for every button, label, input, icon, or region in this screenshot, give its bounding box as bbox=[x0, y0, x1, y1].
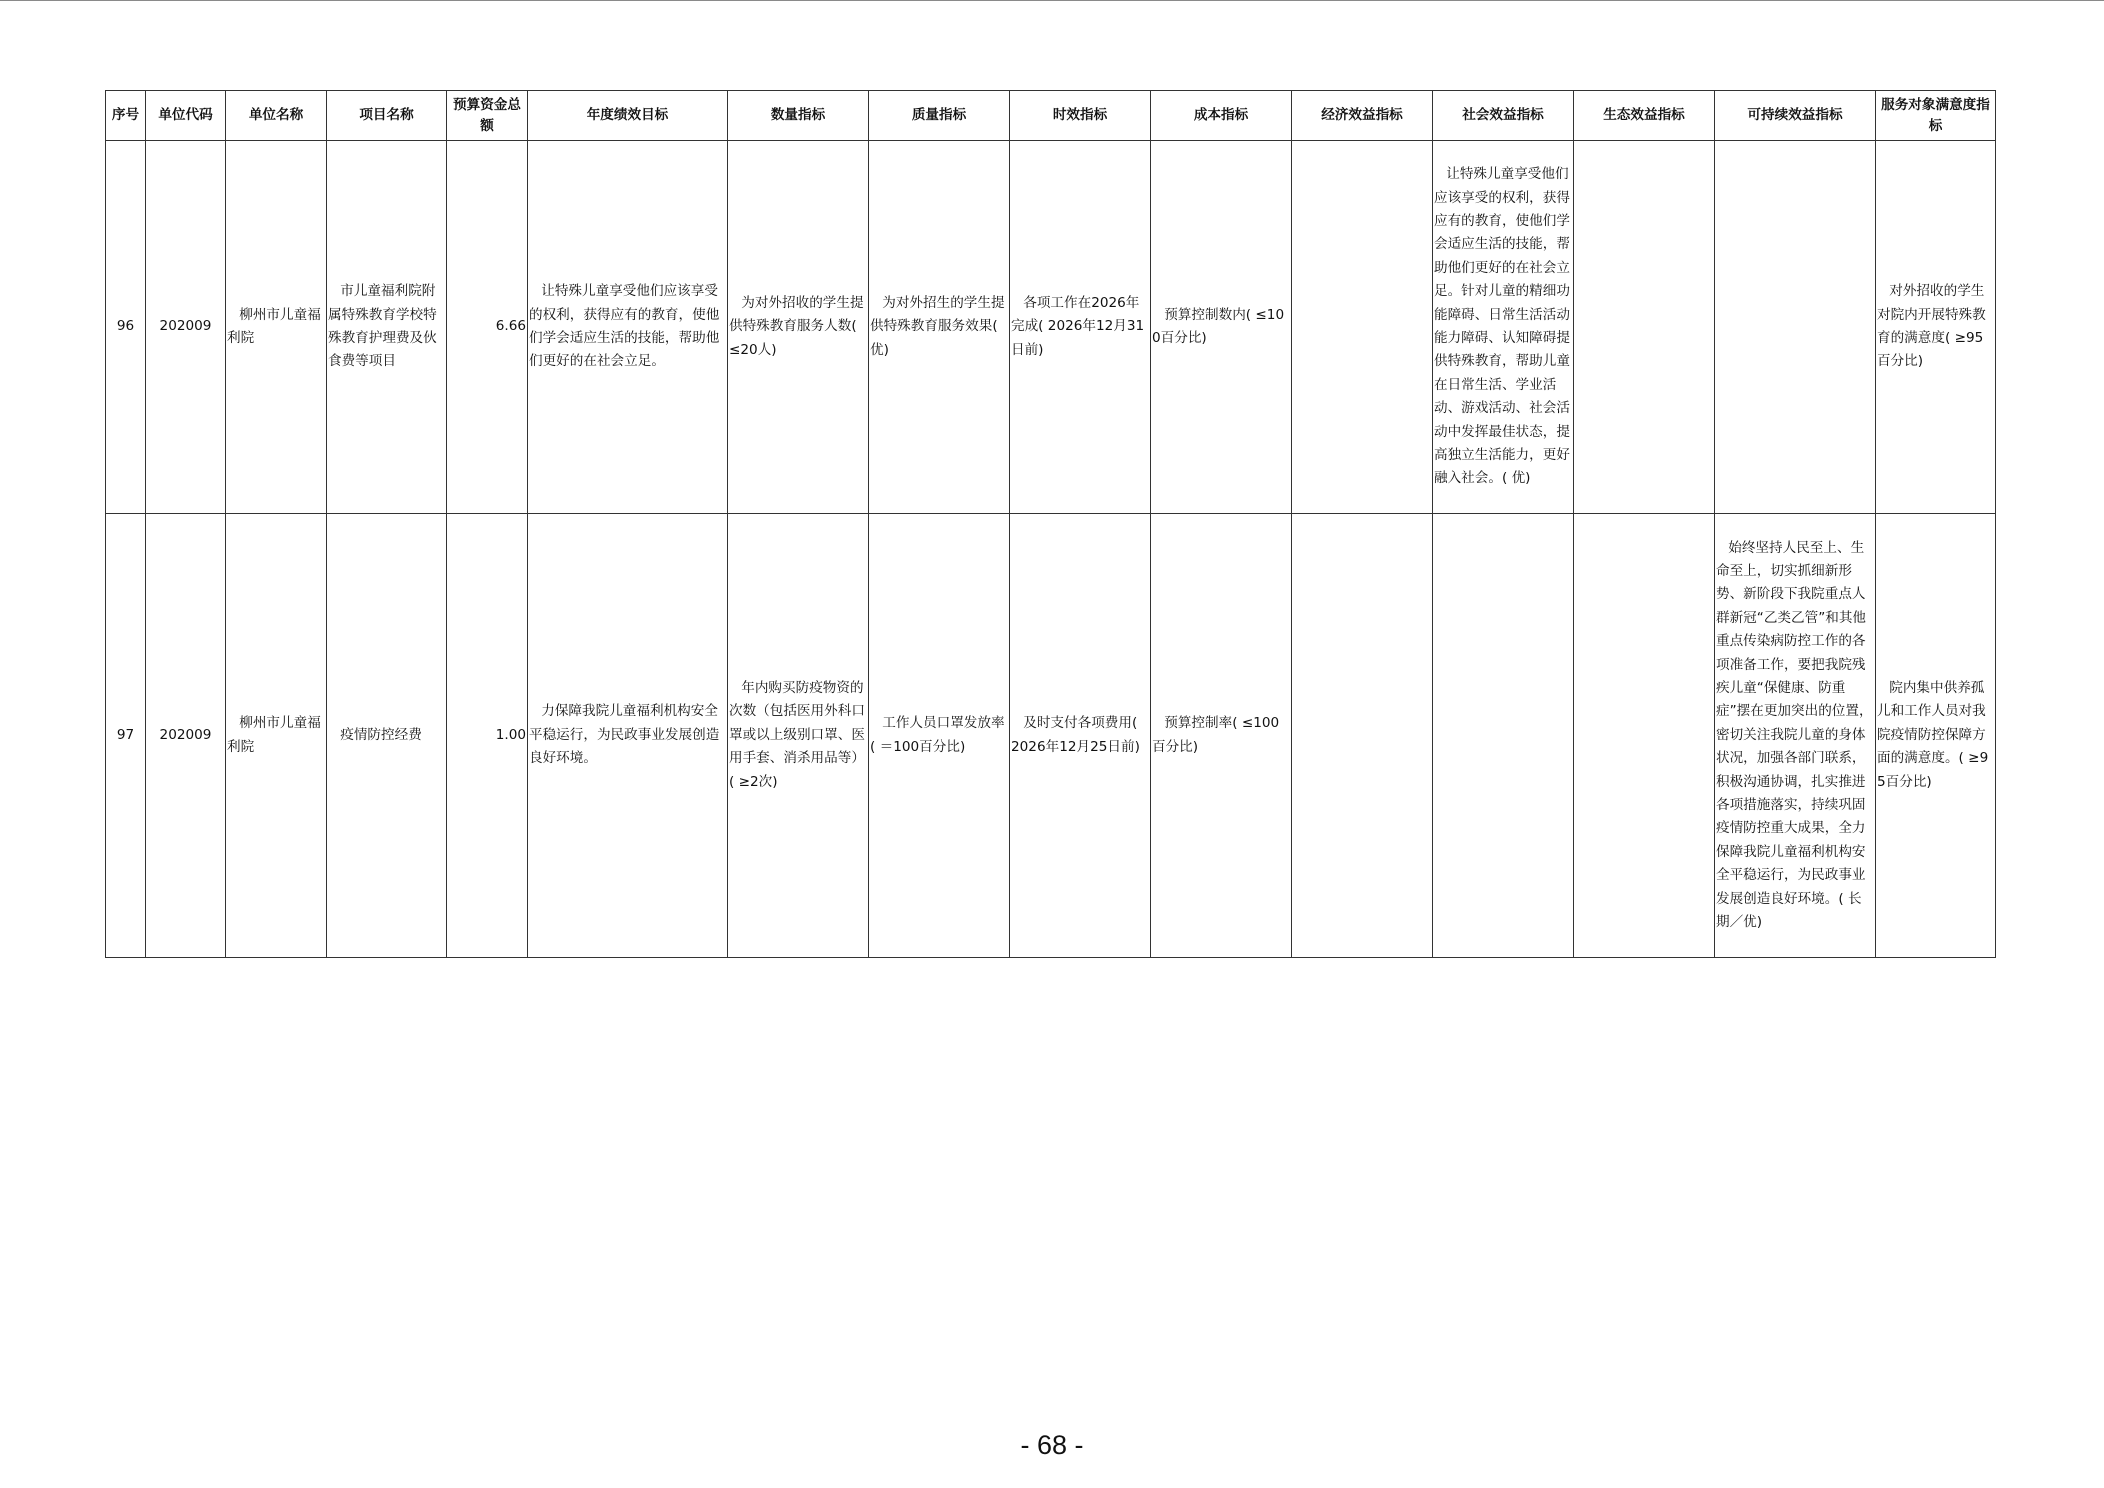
cell-no: 97 bbox=[106, 514, 146, 958]
header-cell-unit-name: 单位名称 bbox=[226, 91, 327, 141]
cell-no: 96 bbox=[106, 141, 146, 514]
cell-ecological bbox=[1574, 141, 1715, 514]
cell-budget: 6.66 bbox=[447, 141, 528, 514]
header-cell-quality: 质量指标 bbox=[869, 91, 1010, 141]
header-cell-ecological: 生态效益指标 bbox=[1574, 91, 1715, 141]
cell-satisfaction: 院内集中供养孤儿和工作人员对我院疫情防控保障方面的满意度。( ≥95百分比) bbox=[1876, 514, 1996, 958]
cell-unit-code: 202009 bbox=[146, 141, 226, 514]
header-cell-sustainable: 可持续效益指标 bbox=[1715, 91, 1876, 141]
cell-unit-name: 柳州市儿童福利院 bbox=[226, 141, 327, 514]
header-cell-timeliness: 时效指标 bbox=[1010, 91, 1151, 141]
cell-quality: 为对外招生的学生提供特殊教育服务效果( 优) bbox=[869, 141, 1010, 514]
cell-budget: 1.00 bbox=[447, 514, 528, 958]
cell-social bbox=[1433, 514, 1574, 958]
cell-timeliness: 及时支付各项费用( 2026年12月25日前) bbox=[1010, 514, 1151, 958]
cell-social: 让特殊儿童享受他们应该享受的权利，获得应有的教育，使他们学会适应生活的技能，帮助他们更好的在社会立足。针对儿童的精细功能障碍、日常生活活动能力障碍、认知障碍提供特殊教育，帮助儿童在日常生活、学业活动、游戏活动、社会活动中发挥最佳状态，提高独立生活能力，更好融入社会。( 优) bbox=[1433, 141, 1574, 514]
cell-satisfaction: 对外招收的学生对院内开展特殊教育的满意度( ≥95百分比) bbox=[1876, 141, 1996, 514]
header-cell-annual-goal: 年度绩效目标 bbox=[528, 91, 728, 141]
table-header-row bbox=[106, 91, 1996, 141]
table-row bbox=[106, 141, 1996, 514]
cell-quantity: 为对外招收的学生提供特殊教育服务人数( ≤20人) bbox=[728, 141, 869, 514]
cell-annual-goal: 让特殊儿童享受他们应该享受的权利，获得应有的教育，使他们学会适应生活的技能，帮助他们更好的在社会立足。 bbox=[528, 141, 728, 514]
cell-ecological bbox=[1574, 514, 1715, 958]
header-cell-cost: 成本指标 bbox=[1151, 91, 1292, 141]
cell-annual-goal: 力保障我院儿童福利机构安全平稳运行，为民政事业发展创造良好环境。 bbox=[528, 514, 728, 958]
header-cell-no: 序号 bbox=[106, 91, 146, 141]
header-cell-unit-code: 单位代码 bbox=[146, 91, 226, 141]
cell-sustainable: 始终坚持人民至上、生命至上，切实抓细新形势、新阶段下我院重点人群新冠“乙类乙管”和其他重点传染病防控工作的各项准备工作，要把我院残疾儿童“保健康、防重症”摆在更加突出的位置，密切关注我院儿童的身体状况，加强各部门联系，积极沟通协调，扎实推进各项措施落实，持续巩固疫情防控重大成果，全力保障我院儿童福利机构安全平稳运行，为民政事业发展创造良好环境。( 长期／优) bbox=[1715, 514, 1876, 958]
header-cell-project-name: 项目名称 bbox=[327, 91, 447, 141]
cell-timeliness: 各项工作在2026年完成( 2026年12月31日前) bbox=[1010, 141, 1151, 514]
header-cell-budget: 预算资金总额 bbox=[447, 91, 528, 141]
cell-quality: 工作人员口罩发放率( ＝100百分比) bbox=[869, 514, 1010, 958]
table-row bbox=[106, 514, 1996, 958]
performance-table bbox=[105, 90, 1996, 958]
header-cell-quantity: 数量指标 bbox=[728, 91, 869, 141]
cell-unit-name: 柳州市儿童福利院 bbox=[226, 514, 327, 958]
cell-project-name: 市儿童福利院附属特殊教育学校特殊教育护理费及伙食费等项目 bbox=[327, 141, 447, 514]
cell-cost: 预算控制数内( ≤100百分比) bbox=[1151, 141, 1292, 514]
cell-quantity: 年内购买防疫物资的次数（包括医用外科口罩或以上级别口罩、医用手套、消杀用品等）( ≥2次) bbox=[728, 514, 869, 958]
cell-economic bbox=[1292, 141, 1433, 514]
cell-economic bbox=[1292, 514, 1433, 958]
header-cell-satisfaction: 服务对象满意度指标 bbox=[1876, 91, 1996, 141]
header-cell-social: 社会效益指标 bbox=[1433, 91, 1574, 141]
cell-project-name: 疫情防控经费 bbox=[327, 514, 447, 958]
page-number: - 68 - bbox=[1020, 1430, 1084, 1460]
header-cell-economic: 经济效益指标 bbox=[1292, 91, 1433, 141]
cell-sustainable bbox=[1715, 141, 1876, 514]
top-border-line bbox=[0, 0, 2104, 1]
cell-cost: 预算控制率( ≤100百分比) bbox=[1151, 514, 1292, 958]
cell-unit-code: 202009 bbox=[146, 514, 226, 958]
